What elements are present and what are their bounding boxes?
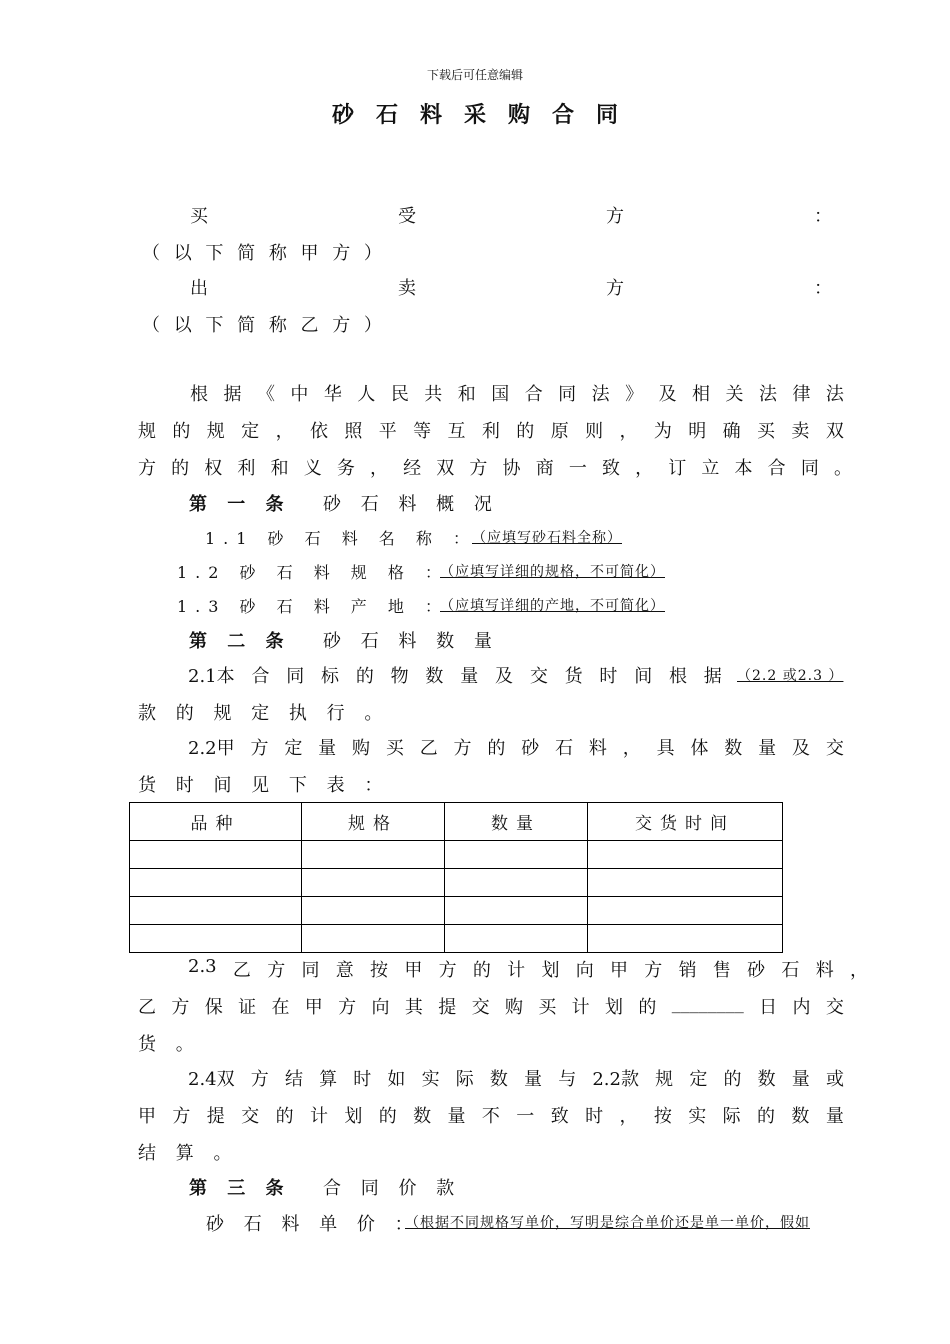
text-char: 际 <box>455 1069 474 1090</box>
text-char: 体 <box>690 738 709 759</box>
text-char: 合 <box>767 458 786 479</box>
text-char: 本 <box>734 458 753 479</box>
text-char: 的 <box>355 666 374 687</box>
text-char: 和 <box>457 384 476 405</box>
seller-note <box>142 311 382 337</box>
text-char: 交 <box>241 1106 260 1127</box>
text-char: 其 <box>404 997 423 1018</box>
text-char: ， <box>619 421 638 442</box>
table-cell <box>445 925 588 953</box>
text-char: 方 <box>267 960 286 981</box>
header-note: 下载后可任意编辑 <box>426 68 523 82</box>
text-char: 量 <box>758 738 777 759</box>
text-char: 据 <box>703 666 722 687</box>
table-header-row <box>130 803 783 841</box>
text-char: 数 <box>489 1069 508 1090</box>
text-char: 间 <box>634 666 653 687</box>
text-char: 的 <box>378 1106 397 1127</box>
text-char: 量 <box>791 1069 810 1090</box>
text-char: 具 <box>656 738 675 759</box>
article-1-title: 砂 石 料 概 况 <box>323 494 499 515</box>
text-char: 交 <box>529 666 548 687</box>
text-char: 同 <box>286 666 305 687</box>
text-char: （ <box>142 315 160 336</box>
text-char: 律 <box>792 384 811 405</box>
text-char: 如 <box>387 1069 406 1090</box>
text-char: 甲 <box>304 997 323 1018</box>
article-3-title: 合 同 价 款 <box>323 1178 462 1199</box>
table-cell <box>302 925 445 953</box>
text-char: 法 <box>825 384 844 405</box>
text-char: 向 <box>371 997 390 1018</box>
text-char: 以 <box>173 315 192 336</box>
goods-table <box>129 802 783 953</box>
text-char: 等 <box>413 421 432 442</box>
text-char: 数 <box>413 1106 432 1127</box>
text-char: 规 <box>138 421 156 442</box>
text-char: 买 <box>538 997 557 1018</box>
text-char: 中 <box>290 384 309 405</box>
text-char: ： <box>814 278 832 299</box>
table-cell <box>588 841 783 869</box>
text-char: 定 <box>241 421 260 442</box>
item-1-1-value: （应填写砂石料全称） <box>472 530 622 546</box>
text-char: 量 <box>318 738 337 759</box>
text-char: 2.1本 <box>188 666 235 687</box>
text-char: 保 <box>204 997 223 1018</box>
item-1-2-value: （应填写详细的规格，不可简化） <box>440 564 665 580</box>
text-char: 在 <box>271 997 290 1018</box>
text-char: （ <box>142 243 160 264</box>
text-char: 人 <box>357 384 376 405</box>
text-char: 的 <box>172 421 191 442</box>
col-header-variety: 品种 <box>130 803 302 841</box>
text-char: 义 <box>303 458 322 479</box>
text-char: 乙 <box>419 738 438 759</box>
text-char: 数 <box>724 738 743 759</box>
text-char: 利 <box>237 458 256 479</box>
text-char: 交 <box>825 997 844 1018</box>
p23-line-1 <box>188 956 868 982</box>
table-cell <box>445 841 588 869</box>
text-char: 方 <box>332 315 351 336</box>
text-char: 不 <box>481 1106 500 1127</box>
unit-price-label: 砂 石 料 单 价 ： <box>206 1214 420 1235</box>
text-char: 划 <box>605 997 624 1018</box>
text-char: 下 <box>205 243 224 264</box>
text-char: 利 <box>481 421 500 442</box>
text-char: 计 <box>571 997 590 1018</box>
text-char: 及 <box>658 384 677 405</box>
text-char: 商 <box>535 458 554 479</box>
text-char: 乙 <box>232 960 251 981</box>
table-cell <box>130 925 302 953</box>
text-char: 证 <box>238 997 257 1018</box>
seller-line <box>190 274 832 300</box>
table-cell <box>302 869 445 897</box>
table-cell <box>445 897 588 925</box>
text-char: 或 <box>825 1069 844 1090</box>
text-char: 照 <box>344 421 363 442</box>
text-char: 方 <box>606 206 624 227</box>
text-char: 双 <box>825 421 844 442</box>
text-char: 计 <box>507 960 526 981</box>
text-char: 及 <box>791 738 810 759</box>
text-char: 2.4双 <box>188 1069 235 1090</box>
text-char: 销 <box>678 960 697 981</box>
text-char: 致 <box>550 1106 569 1127</box>
intro-line-3 <box>138 454 852 480</box>
text-char: 的 <box>472 960 491 981</box>
text-char: 方 <box>138 458 156 479</box>
text-char: 的 <box>171 458 190 479</box>
p21-fill: （2.2 或2.3 ） <box>737 668 844 684</box>
text-char: 时 <box>585 1106 604 1127</box>
text-char: 原 <box>550 421 569 442</box>
text-char: 简 <box>237 243 256 264</box>
text-char: 。 <box>833 458 852 479</box>
text-char: 确 <box>722 421 741 442</box>
contract-title: 砂石料采购合同 <box>331 102 640 128</box>
text-char: 一 <box>568 458 587 479</box>
text-char: 2.2甲 <box>188 738 235 759</box>
text-char: 《 <box>256 384 275 405</box>
text-char: 定 <box>284 738 303 759</box>
text-char: 互 <box>447 421 466 442</box>
buyer-line <box>190 202 832 228</box>
text-char: 协 <box>502 458 521 479</box>
text-char: ， <box>619 1106 638 1127</box>
text-char: 砂 <box>521 738 540 759</box>
text-char: 据 <box>223 384 242 405</box>
text-char: 量 <box>524 1069 543 1090</box>
text-char: 甲 <box>404 960 423 981</box>
item-1-3-value: （应填写详细的产地，不可简化） <box>440 598 665 614</box>
table-cell <box>445 869 588 897</box>
text-char: 经 <box>403 458 422 479</box>
text-char: 下 <box>205 315 224 336</box>
text-char: 数 <box>791 1106 810 1127</box>
text-char: 权 <box>204 458 223 479</box>
text-char: 购 <box>504 997 523 1018</box>
table-cell <box>130 841 302 869</box>
table-cell <box>588 869 783 897</box>
text-char: 致 <box>601 458 620 479</box>
text-char: 的 <box>275 1106 294 1127</box>
text-char: 卖 <box>398 278 416 299</box>
intro-line-1 <box>190 380 844 406</box>
table-row <box>130 897 783 925</box>
text-char: 法 <box>758 384 777 405</box>
text-char: 意 <box>335 960 354 981</box>
text-char: 提 <box>206 1106 225 1127</box>
table-cell <box>588 925 783 953</box>
text-char: 按 <box>653 1106 672 1127</box>
text-char: 方 <box>332 243 351 264</box>
text-char: 方 <box>644 960 663 981</box>
text-char: 共 <box>424 384 443 405</box>
col-header-spec: 规格 <box>302 803 445 841</box>
text-char: 定 <box>689 1069 708 1090</box>
text-char: 数 <box>425 666 444 687</box>
text-char: 甲 <box>300 243 319 264</box>
text-char: 合 <box>524 384 543 405</box>
text-char: 民 <box>390 384 409 405</box>
text-char: 受 <box>398 206 416 227</box>
text-char: ： <box>814 206 832 227</box>
text-char: 同 <box>301 960 320 981</box>
text-char: 和 <box>270 458 289 479</box>
text-char: 立 <box>701 458 720 479</box>
text-char: 依 <box>309 421 328 442</box>
text-char: ， <box>635 458 654 479</box>
text-char: 物 <box>390 666 409 687</box>
text-char: 明 <box>688 421 707 442</box>
text-char: 方 <box>606 278 624 299</box>
text-char: 方 <box>172 1106 191 1127</box>
text-char: ， <box>622 738 641 759</box>
text-char: 华 <box>323 384 342 405</box>
text-char: 乙 <box>138 997 156 1018</box>
article-3-heading: 第 三 条 <box>189 1178 291 1199</box>
text-char: ， <box>369 458 388 479</box>
table-cell <box>302 897 445 925</box>
p24-line-3: 结 算 。 <box>138 1143 239 1164</box>
text-char: 的 <box>723 1069 742 1090</box>
text-char: 按 <box>370 960 389 981</box>
text-char: 简 <box>237 315 256 336</box>
text-char: 国 <box>491 384 510 405</box>
text-char: 划 <box>344 1106 363 1127</box>
text-char: ， <box>849 960 868 981</box>
item-1-1-label: 1.1 砂 石 料 名 称 ： <box>205 529 477 548</box>
text-char: 方 <box>453 738 472 759</box>
text-char: 以 <box>173 243 192 264</box>
text-char: 实 <box>421 1069 440 1090</box>
text-char: ） <box>363 243 382 264</box>
text-char: 2.3 <box>188 956 217 977</box>
text-char: 卖 <box>791 421 810 442</box>
p22-line-1 <box>188 734 844 760</box>
text-char: 务 <box>336 458 355 479</box>
text-char: 向 <box>575 960 594 981</box>
article-2-heading: 第 二 条 <box>189 631 291 652</box>
text-char: 砂 <box>747 960 766 981</box>
table-cell <box>588 897 783 925</box>
text-char: 内 <box>792 997 811 1018</box>
text-char: 称 <box>268 315 287 336</box>
text-char: 根 <box>190 384 208 405</box>
text-char: 方 <box>469 458 488 479</box>
text-char: 及 <box>495 666 514 687</box>
text-char: 甲 <box>610 960 629 981</box>
col-header-quantity: 数量 <box>445 803 588 841</box>
text-char: 实 <box>688 1106 707 1127</box>
text-char: 称 <box>268 243 287 264</box>
p21-line-1 <box>188 662 722 688</box>
text-char: 的 <box>487 738 506 759</box>
p23-line-3: 货 。 <box>138 1034 201 1055</box>
text-char: 的 <box>516 421 535 442</box>
p24-line-2 <box>138 1102 844 1128</box>
text-char: 量 <box>460 666 479 687</box>
text-char: 根 <box>669 666 687 687</box>
text-char: 与 <box>558 1069 577 1090</box>
text-char: 出 <box>190 278 208 299</box>
text-char: 方 <box>250 738 269 759</box>
text-char: 平 <box>378 421 397 442</box>
col-header-delivery-time: 交货时间 <box>588 803 783 841</box>
text-char: 石 <box>555 738 574 759</box>
text-char: ________ <box>671 993 744 1014</box>
text-char: 法 <box>591 384 610 405</box>
text-char: 日 <box>759 997 778 1018</box>
text-char: 交 <box>825 738 844 759</box>
p22-line-2: 货 时 间 见 下 表 ： <box>138 775 390 796</box>
text-char: 为 <box>653 421 672 442</box>
p23-line-2 <box>138 993 844 1019</box>
table-row <box>130 841 783 869</box>
text-char: 订 <box>668 458 687 479</box>
p21-line-2: 款 的 规 定 执 行 。 <box>138 703 390 724</box>
text-char: 石 <box>781 960 800 981</box>
text-char: 货 <box>564 666 583 687</box>
unit-price-value: （根据不同规格写单价，写明是综合单价还是单一单价，假如 <box>405 1215 810 1231</box>
text-char: ） <box>363 315 382 336</box>
text-char: 相 <box>692 384 711 405</box>
article-2-title: 砂 石 料 数 量 <box>323 631 499 652</box>
text-char: 料 <box>815 960 834 981</box>
text-char: 关 <box>725 384 744 405</box>
table-cell <box>130 869 302 897</box>
intro-line-2 <box>138 417 844 443</box>
table-cell <box>130 897 302 925</box>
buyer-note <box>142 239 382 265</box>
text-char: 2.2款 <box>592 1069 639 1090</box>
article-1-heading: 第 一 条 <box>189 494 291 515</box>
table-row <box>130 869 783 897</box>
text-char: 买 <box>385 738 404 759</box>
text-char: 乙 <box>300 315 319 336</box>
text-char: 买 <box>757 421 776 442</box>
text-char: 甲 <box>138 1106 156 1127</box>
text-char: 合 <box>251 666 270 687</box>
text-char: 时 <box>353 1069 372 1090</box>
p24-line-1 <box>188 1065 844 1091</box>
text-char: 规 <box>655 1069 674 1090</box>
text-char: 交 <box>471 997 490 1018</box>
text-char: ， <box>275 421 294 442</box>
text-char: 算 <box>319 1069 338 1090</box>
text-char: 时 <box>599 666 618 687</box>
text-char: 一 <box>516 1106 535 1127</box>
text-char: 的 <box>757 1106 776 1127</box>
text-char: 量 <box>447 1106 466 1127</box>
table-cell <box>302 841 445 869</box>
text-char: 结 <box>284 1069 303 1090</box>
text-char: 规 <box>206 421 225 442</box>
text-char: 购 <box>352 738 371 759</box>
text-char: 双 <box>436 458 455 479</box>
text-char: 方 <box>438 960 457 981</box>
text-char: 方 <box>171 997 190 1018</box>
text-char: 方 <box>250 1069 269 1090</box>
text-char: 售 <box>712 960 731 981</box>
table-row <box>130 925 783 953</box>
text-char: 数 <box>757 1069 776 1090</box>
text-char: 》 <box>625 384 644 405</box>
text-char: 则 <box>585 421 604 442</box>
text-char: 料 <box>588 738 607 759</box>
text-char: 标 <box>321 666 340 687</box>
text-char: 际 <box>722 1106 741 1127</box>
text-char: 同 <box>558 384 577 405</box>
text-char: 量 <box>825 1106 844 1127</box>
item-1-2-label: 1.2 砂 石 料 规 格 ： <box>177 563 449 582</box>
text-char: 计 <box>309 1106 328 1127</box>
text-char: 同 <box>800 458 819 479</box>
text-char: 买 <box>190 206 208 227</box>
text-char: 的 <box>638 997 657 1018</box>
text-char: 提 <box>438 997 457 1018</box>
item-1-3-label: 1.3 砂 石 料 产 地 ： <box>177 597 449 616</box>
text-char: 方 <box>338 997 357 1018</box>
text-char: 划 <box>541 960 560 981</box>
